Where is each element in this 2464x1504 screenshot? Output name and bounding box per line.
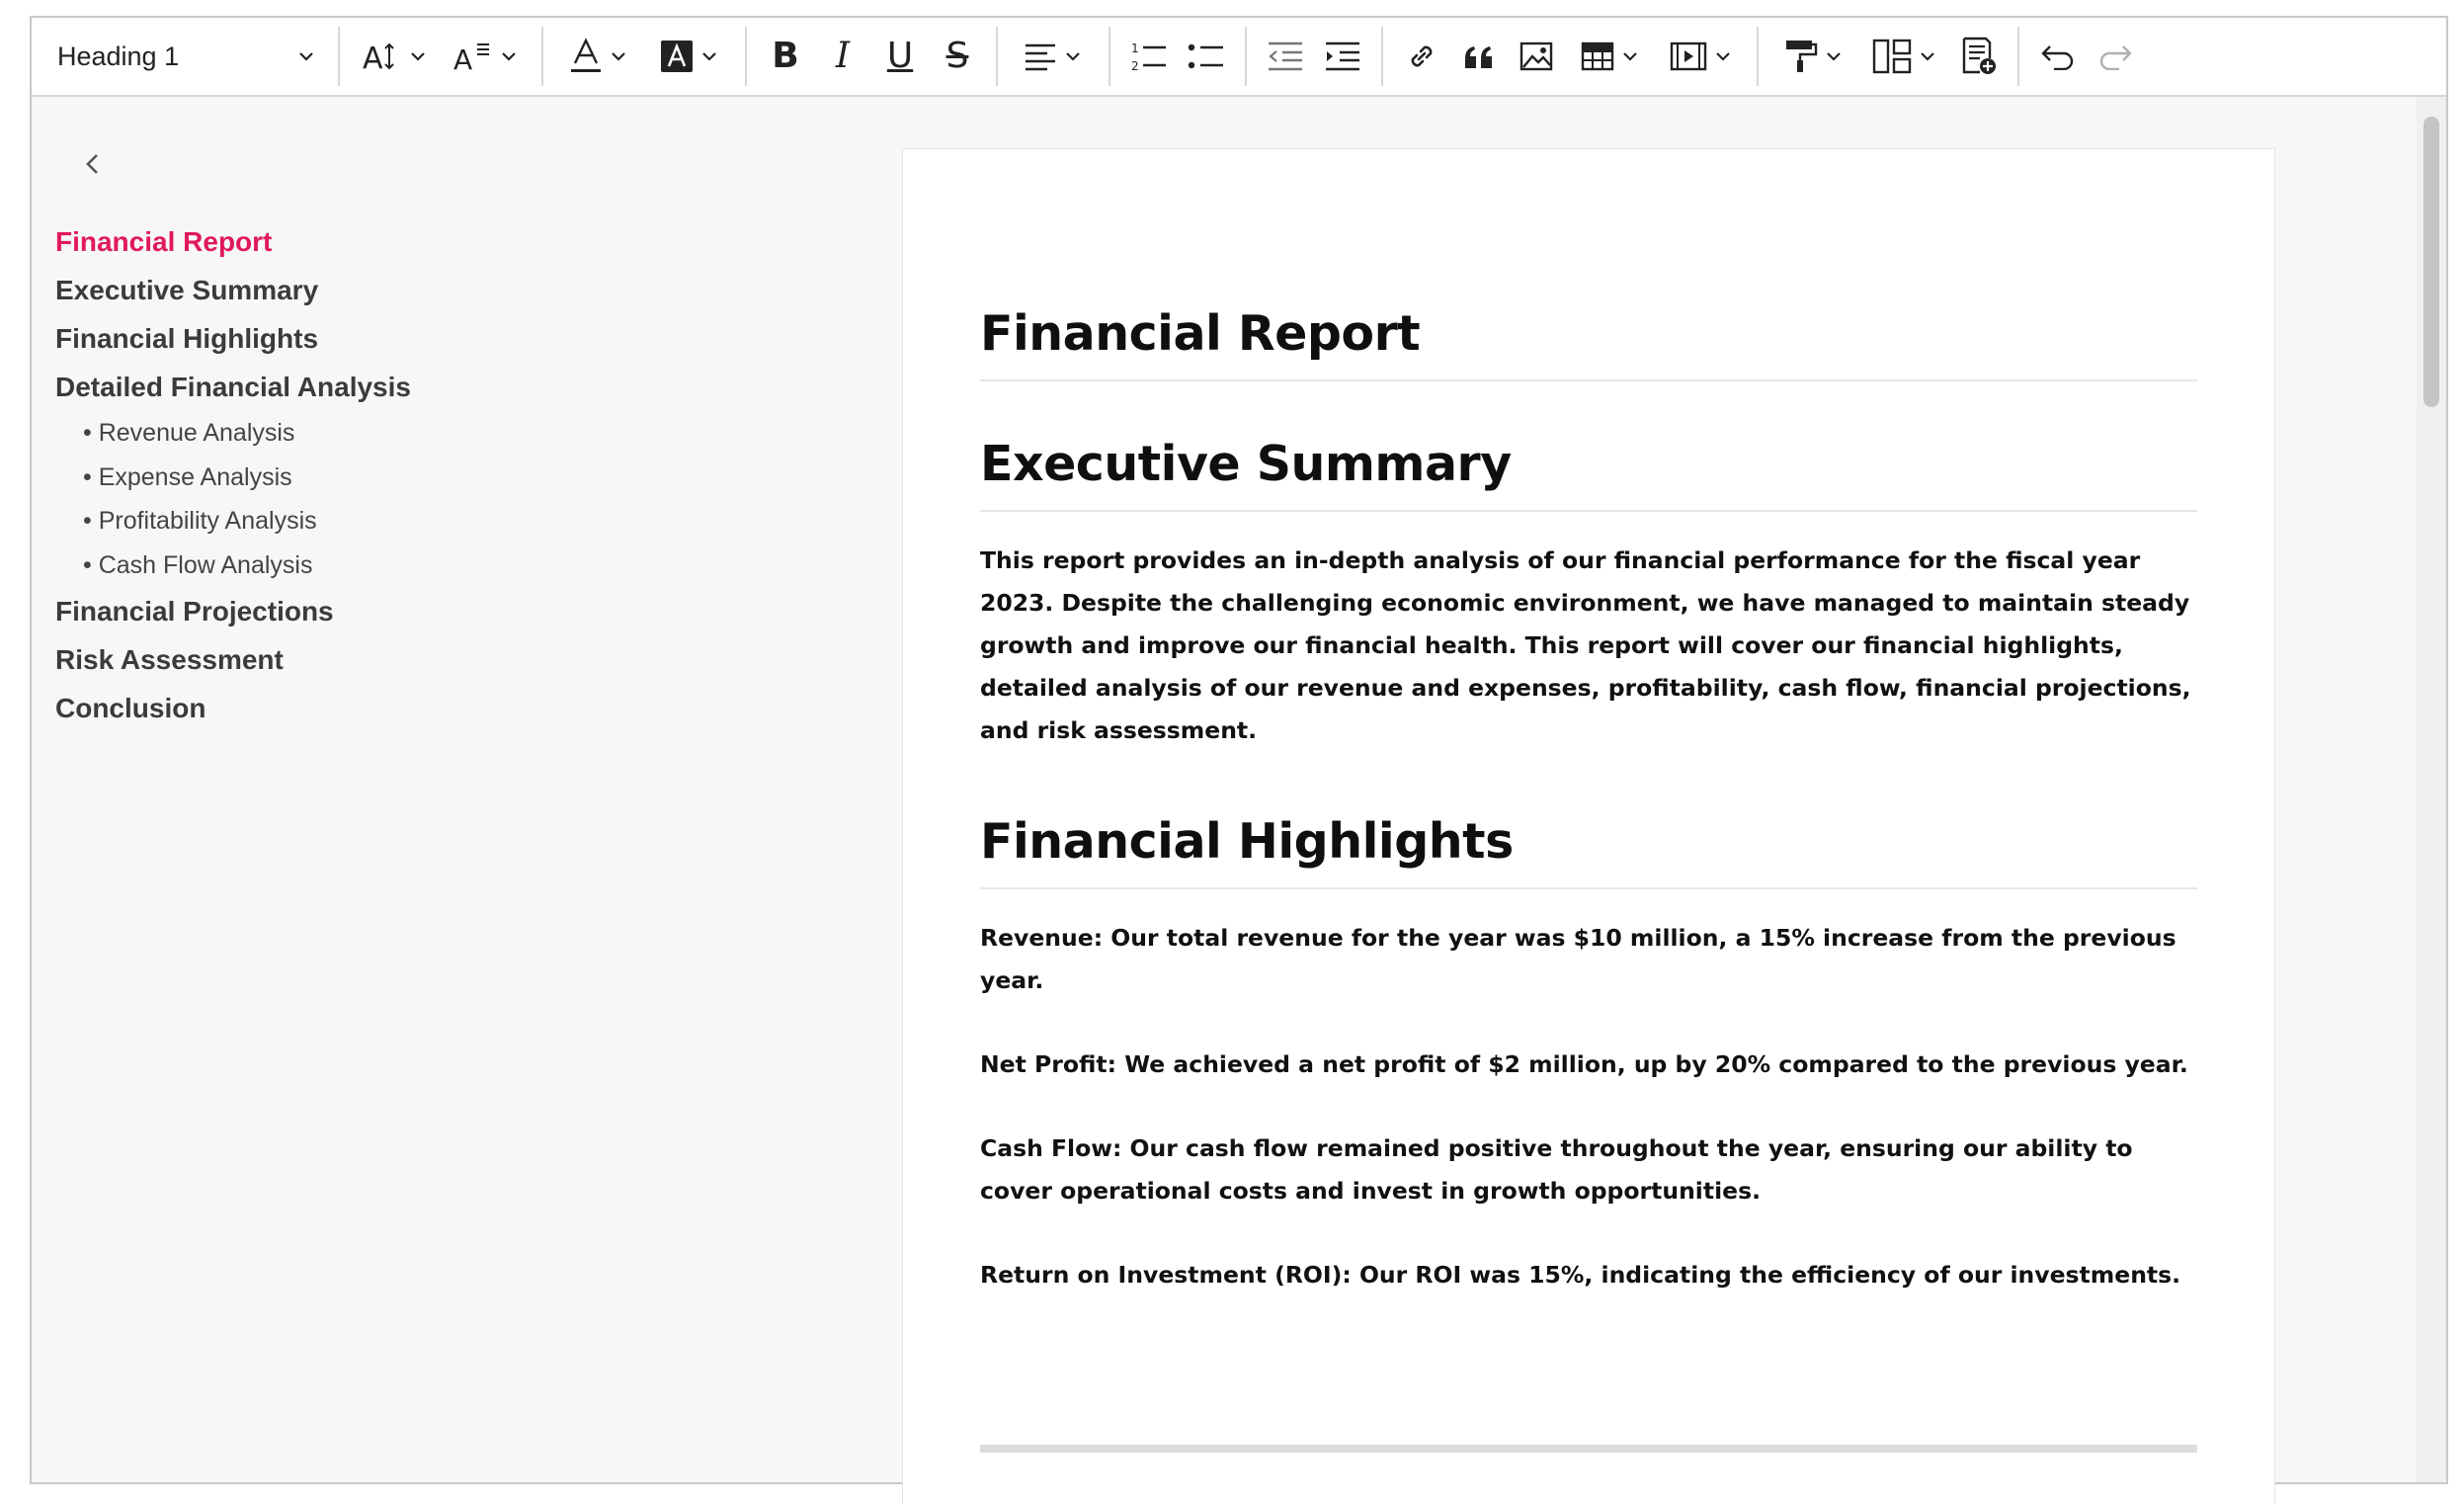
indent-button[interactable]: [1314, 27, 1371, 86]
underline-button[interactable]: [871, 27, 929, 86]
outdent-button[interactable]: [1257, 27, 1314, 86]
toolbar-separator: [1245, 27, 1247, 86]
media-button[interactable]: [1656, 27, 1747, 86]
highlight-icon: [660, 40, 694, 73]
outdent-icon: [1267, 41, 1304, 72]
collapse-outline-button[interactable]: [71, 142, 115, 186]
chevron-down-icon: [699, 46, 719, 66]
font-color-icon: [569, 38, 603, 75]
svg-text:A: A: [363, 42, 383, 74]
financial-highlights-heading[interactable]: Financial Highlights: [980, 813, 2197, 889]
outline-item-financial-projections[interactable]: Financial Projections: [55, 596, 334, 627]
bulleted-list-icon: [1188, 40, 1225, 73]
block-type-label: Heading 1: [57, 41, 180, 71]
strikethrough-button[interactable]: [929, 27, 986, 86]
spacer: [980, 1296, 2197, 1445]
toolbar-separator: [338, 27, 340, 86]
page-break-divider: [980, 1445, 2197, 1453]
numbered-list-icon: [1130, 40, 1168, 73]
font-size-icon: [363, 39, 402, 74]
highlight-cash-flow[interactable]: Cash Flow: Our cash flow remained positive throughout the year, ensuring our ability to cover operational costs and invest in growth opportunities.: [980, 1134, 2133, 1205]
toolbar-separator: [1381, 27, 1383, 86]
svg-text:2: 2: [1131, 59, 1139, 73]
svg-text:A: A: [453, 43, 473, 74]
font-color-button[interactable]: [553, 27, 644, 86]
undo-icon: [2040, 42, 2076, 70]
document-title[interactable]: Financial Report: [980, 305, 2197, 381]
blockquote-button[interactable]: [1450, 27, 1508, 86]
redo-button[interactable]: [2087, 27, 2144, 86]
bold-icon: B: [772, 36, 799, 76]
svg-text:1: 1: [1131, 42, 1139, 55]
scrollbar[interactable]: [2417, 97, 2446, 1482]
line-height-icon: [453, 39, 493, 74]
spacer: [980, 512, 2197, 540]
toolbar-separator: [996, 27, 998, 86]
spacer: [980, 1212, 2197, 1254]
font-size-button[interactable]: [350, 27, 441, 86]
highlight-roi[interactable]: Return on Investment (ROI): Our ROI was 15%, indicating the efficiency of our investments.: [980, 1261, 2181, 1289]
line-height-button[interactable]: [441, 27, 532, 86]
outline-item-executive-summary[interactable]: Executive Summary: [55, 275, 319, 305]
editor: [30, 16, 2448, 1484]
executive-summary-heading[interactable]: Executive Summary: [980, 436, 2197, 512]
document-outline: [32, 97, 565, 1482]
highlight-net-profit[interactable]: Net Profit: We achieved a net profit of $2 million, up by 20% compared to the previous year.: [980, 1050, 2188, 1078]
document-page[interactable]: [902, 148, 2275, 1504]
outline-item-financial-highlights[interactable]: Financial Highlights: [55, 323, 319, 354]
toolbar-separator: [1109, 27, 1110, 86]
toolbar-separator: [745, 27, 747, 86]
scrollbar-thumb[interactable]: [2423, 117, 2439, 407]
chevron-down-icon: [408, 46, 428, 66]
outline-item-detailed-financial-analysis[interactable]: Detailed Financial Analysis: [55, 372, 411, 402]
chevron-down-icon: [1824, 46, 1844, 66]
format-painter-button[interactable]: [1768, 27, 1859, 86]
italic-icon: I: [835, 36, 851, 76]
table-button[interactable]: [1565, 27, 1656, 86]
layout-button[interactable]: [1859, 27, 1950, 86]
executive-summary-paragraph[interactable]: This report provides an in-depth analysis of our financial performance for the fiscal year 2023. Despite the challenging economic environment, we have managed to maintain steady growth and improve our financial health. This report will cover our financial highlights, detailed analysis of our revenue and expenses, profitability, cash flow, financial projections, and risk assessment.: [980, 546, 2191, 744]
redo-icon: [2097, 42, 2133, 70]
chevron-left-icon: [82, 151, 104, 177]
indent-icon: [1324, 41, 1361, 72]
spacer: [980, 1002, 2197, 1044]
underline-icon: U: [886, 36, 914, 76]
layout-icon: [1872, 39, 1912, 74]
block-type-dropdown[interactable]: [45, 27, 328, 86]
content-area: [32, 97, 2446, 1482]
outline-subitem-revenue-analysis[interactable]: • Revenue Analysis: [55, 411, 549, 456]
image-button[interactable]: [1508, 27, 1565, 86]
toolbar-separator: [1757, 27, 1759, 86]
outline-list: [55, 217, 549, 732]
chevron-down-icon: [1620, 46, 1640, 66]
outline-subitem-profitability-analysis[interactable]: • Profitability Analysis: [55, 499, 549, 543]
toolbar-separator: [541, 27, 543, 86]
outline-item-financial-report[interactable]: Financial Report: [55, 226, 273, 257]
outline-subitem-cash-flow-analysis[interactable]: • Cash Flow Analysis: [55, 543, 549, 588]
table-icon: [1581, 42, 1614, 71]
chevron-down-icon: [1063, 46, 1083, 66]
link-icon: [1405, 40, 1438, 73]
toolbar-separator: [2017, 27, 2019, 86]
chevron-down-icon: [609, 46, 628, 66]
spacer: [980, 1086, 2197, 1128]
chevron-down-icon: [296, 46, 316, 66]
highlight-button[interactable]: [644, 27, 735, 86]
media-icon: [1670, 42, 1707, 71]
chevron-down-icon: [1713, 46, 1733, 66]
page-top-spacer: [980, 149, 2197, 305]
insert-template-icon: [1960, 37, 1998, 76]
spacer: [980, 889, 2197, 917]
align-button[interactable]: [1008, 27, 1099, 86]
image-icon: [1519, 42, 1553, 71]
chevron-down-icon: [499, 46, 519, 66]
align-left-icon: [1024, 42, 1057, 71]
outline-subitem-expense-analysis[interactable]: • Expense Analysis: [55, 456, 549, 500]
outline-item-risk-assessment[interactable]: Risk Assessment: [55, 644, 284, 675]
spacer: [980, 752, 2197, 813]
bulleted-list-button[interactable]: [1178, 27, 1235, 86]
link-button[interactable]: [1393, 27, 1450, 86]
chevron-down-icon: [1918, 46, 1937, 66]
toolbar: [32, 18, 2446, 97]
strikethrough-icon: S: [945, 36, 969, 76]
format-painter-icon: [1784, 39, 1818, 74]
bold-button[interactable]: [757, 27, 814, 86]
outline-item-conclusion[interactable]: Conclusion: [55, 693, 206, 723]
highlight-revenue[interactable]: Revenue: Our total revenue for the year was $10 million, a 15% increase from the previous year.: [980, 924, 2177, 994]
insert-template-button[interactable]: [1950, 27, 2008, 86]
quote-icon: [1462, 42, 1496, 70]
undo-button[interactable]: [2029, 27, 2087, 86]
italic-button[interactable]: [814, 27, 871, 86]
numbered-list-button[interactable]: [1120, 27, 1178, 86]
spacer: [980, 381, 2197, 436]
